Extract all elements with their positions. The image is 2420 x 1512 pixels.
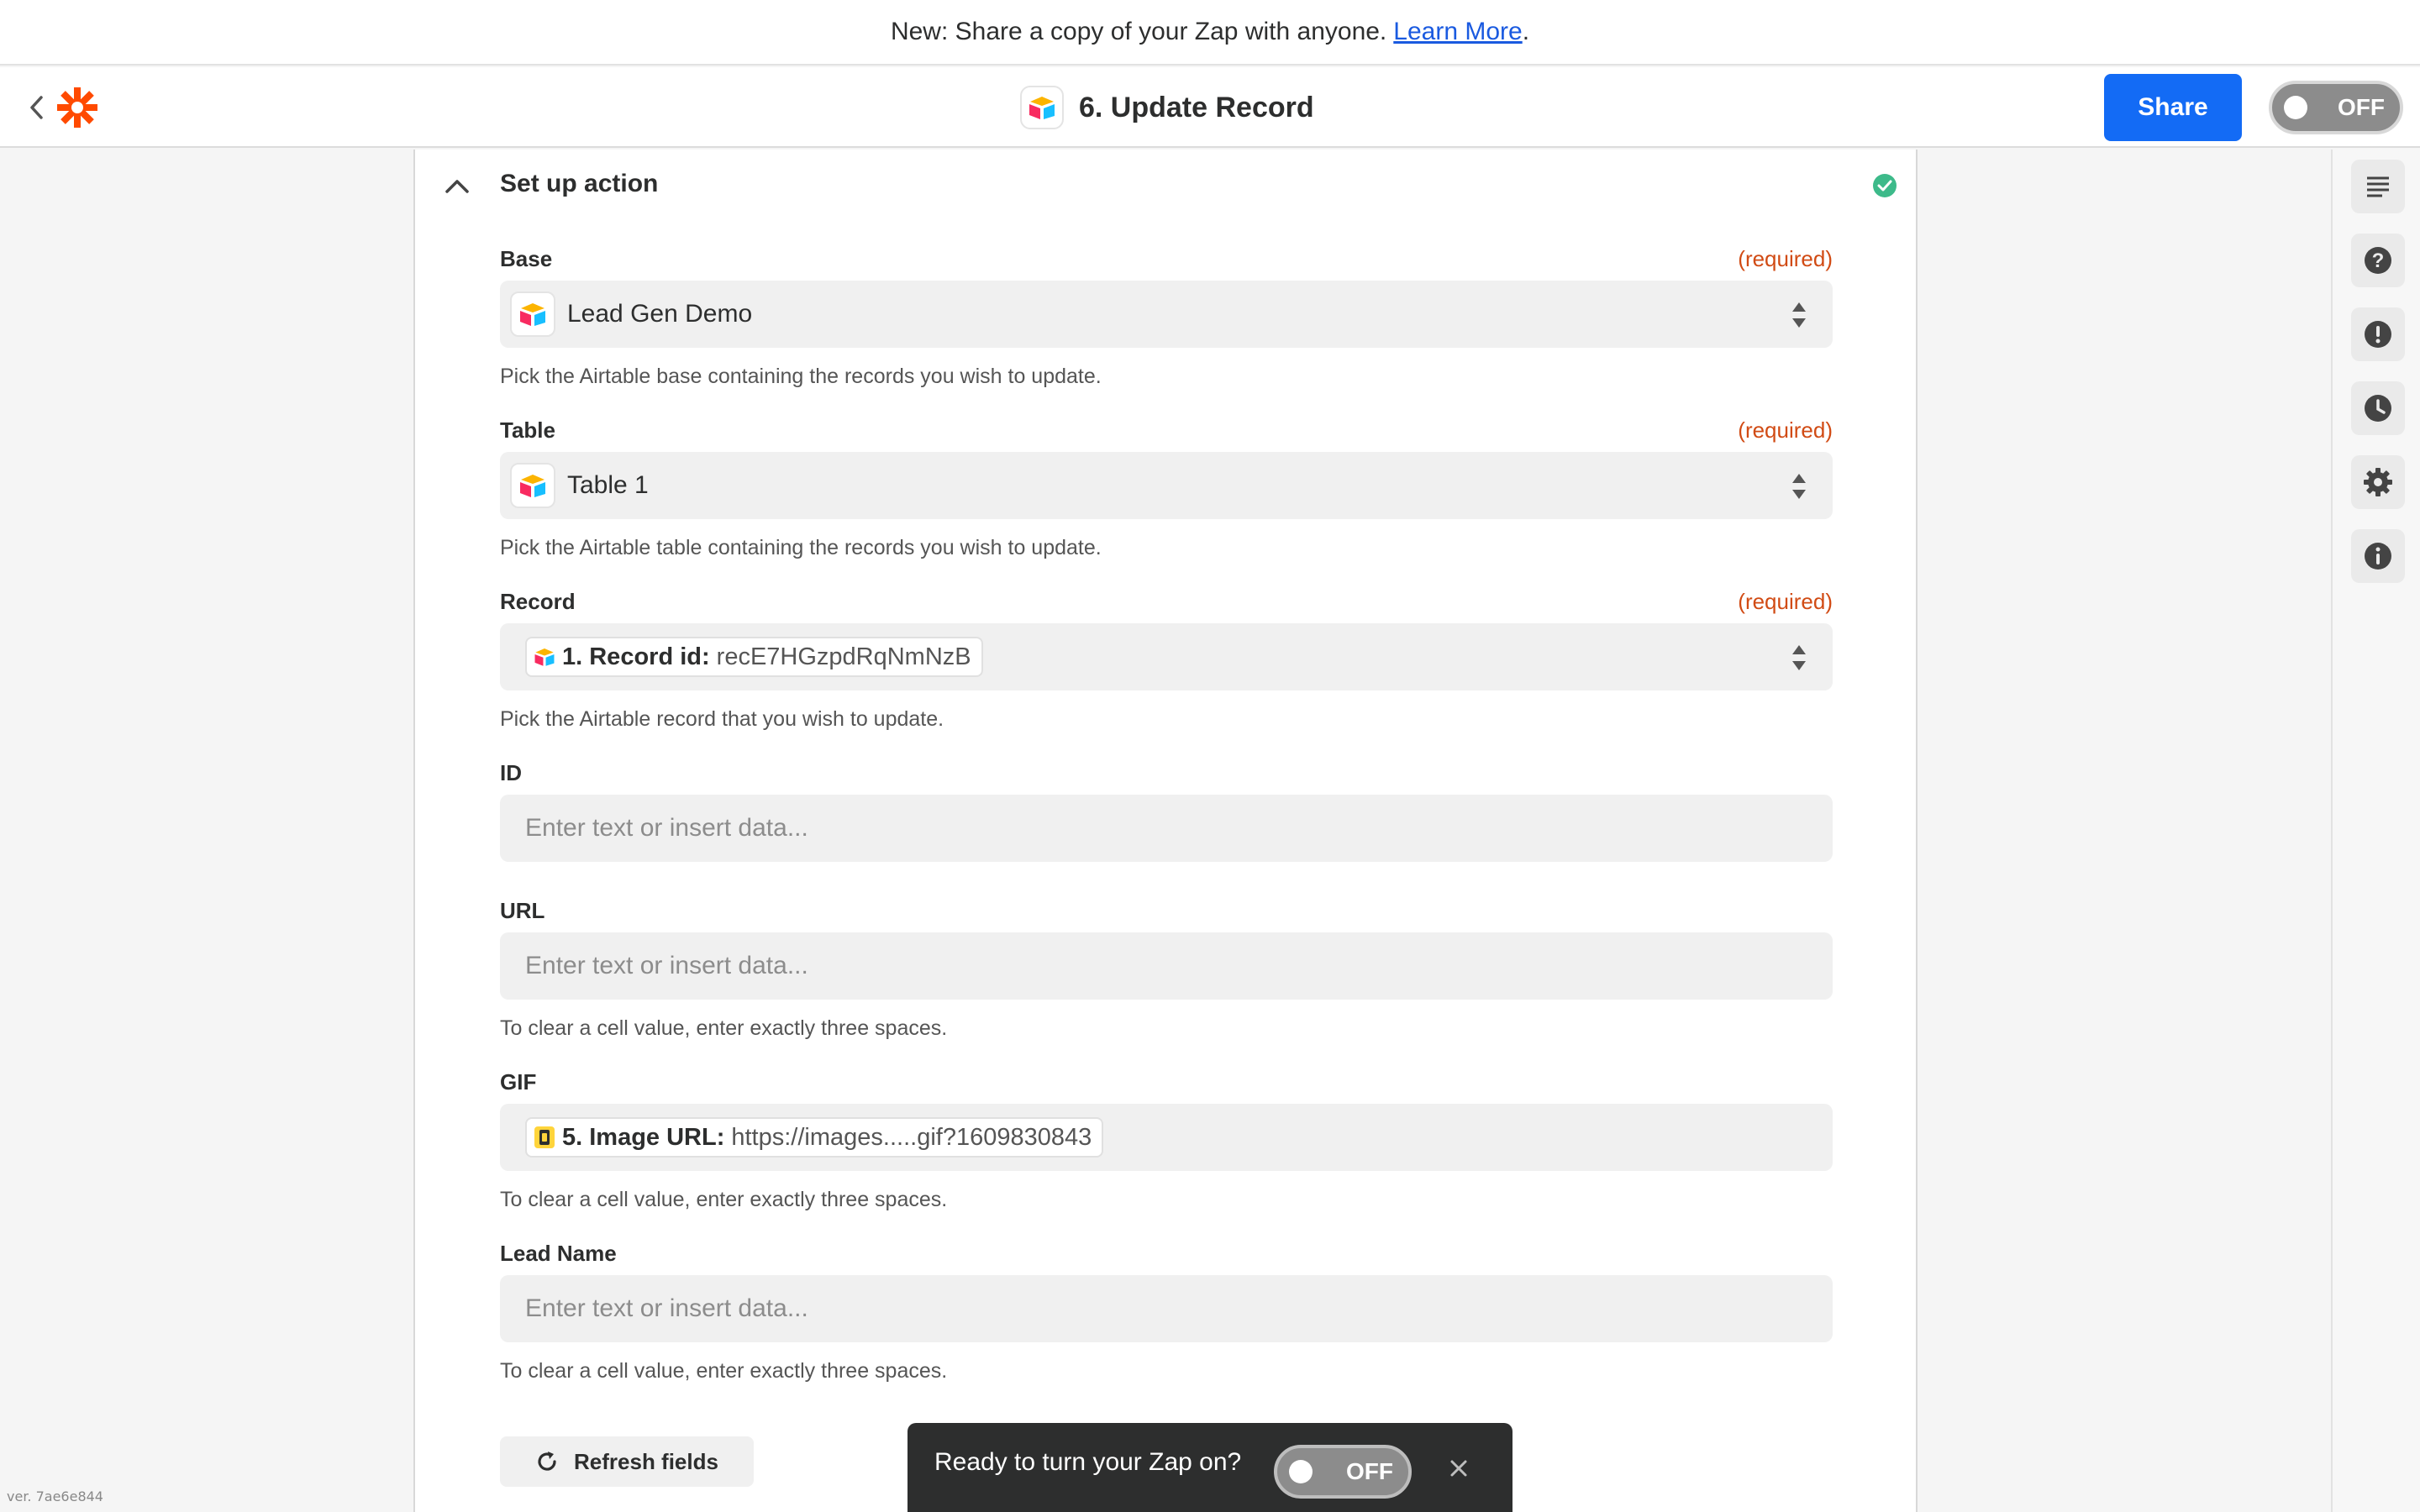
zapier-asterisk-icon[interactable] — [55, 86, 99, 129]
setup-action-panel — [413, 150, 1918, 1512]
pill-key: 1. Record id: — [562, 643, 710, 670]
svg-text:?: ? — [2371, 249, 2385, 272]
settings-button[interactable] — [2351, 455, 2405, 509]
lead-name-field — [500, 1240, 1833, 1384]
refresh-fields-button[interactable] — [500, 1436, 754, 1487]
toggle-label: OFF — [1346, 1458, 1393, 1484]
base-select[interactable] — [500, 281, 1833, 348]
required-badge: (required) — [1738, 246, 1833, 271]
zap-on-off-toggle[interactable] — [2269, 81, 2403, 134]
right-sidebar — [2331, 150, 2420, 1512]
id-placeholder: Enter text or insert data... — [525, 814, 808, 842]
toggle-label: OFF — [2338, 94, 2385, 120]
history-icon — [2364, 394, 2392, 423]
id-input[interactable] — [500, 795, 1833, 862]
back-button[interactable] — [24, 92, 49, 123]
pill-value: recE7HGzpdRqNmNzB — [716, 643, 971, 670]
settings-icon — [2363, 467, 2393, 497]
url-label: URL — [500, 898, 545, 923]
gif-input[interactable] — [500, 1104, 1833, 1171]
gif-help: To clear a cell value, enter exactly three spaces. — [500, 1188, 948, 1211]
lead-name-label: Lead Name — [500, 1241, 617, 1266]
banner-text: New: Share a copy of your Zap with anyone. — [890, 18, 1387, 45]
airtable-icon — [510, 463, 555, 508]
lead-name-help: To clear a cell value, enter exactly three spaces. — [500, 1359, 948, 1383]
id-label: ID — [500, 760, 522, 785]
close-icon[interactable] — [1449, 1458, 1469, 1478]
info-icon — [2364, 542, 2392, 570]
table-field — [500, 417, 1833, 561]
step-title[interactable] — [1020, 86, 1314, 129]
alerts-button[interactable] — [2351, 307, 2405, 361]
required-badge: (required) — [1738, 417, 1833, 443]
base-label: Base — [500, 246, 553, 271]
check-circle-icon — [1872, 173, 1897, 198]
base-value: Lead Gen Demo — [567, 300, 753, 328]
info-button[interactable] — [2351, 529, 2405, 583]
table-label: Table — [500, 417, 555, 443]
turn-on-toast — [908, 1423, 1512, 1512]
record-data-pill[interactable] — [525, 637, 983, 677]
airtable-icon — [534, 647, 555, 667]
table-value: Table 1 — [567, 471, 649, 499]
learn-more-link[interactable]: Learn More — [1393, 18, 1523, 45]
announcement-banner — [0, 0, 2420, 66]
version-label: ver. 7ae6e844 — [7, 1488, 103, 1504]
section-header[interactable] — [415, 150, 1916, 222]
banner-suffix: . — [1522, 18, 1530, 45]
editor-header — [0, 67, 2420, 148]
url-placeholder: Enter text or insert data... — [525, 952, 808, 979]
giphy-icon — [534, 1126, 555, 1149]
url-input[interactable] — [500, 932, 1833, 1000]
table-help: Pick the Airtable table containing the records you wish to update. — [500, 536, 1102, 559]
history-button[interactable] — [2351, 381, 2405, 435]
gif-label: GIF — [500, 1069, 537, 1095]
sort-arrows-icon — [1791, 301, 1807, 329]
sort-arrows-icon — [1791, 643, 1807, 672]
base-help: Pick the Airtable base containing the records you wish to update. — [500, 365, 1102, 388]
help-icon — [2364, 246, 2392, 275]
share-button[interactable]: Share — [2104, 74, 2242, 141]
id-field — [500, 759, 1833, 862]
table-select[interactable] — [500, 452, 1833, 519]
record-select[interactable] — [500, 623, 1833, 690]
chevron-up-icon[interactable] — [444, 173, 471, 200]
record-label: Record — [500, 589, 576, 614]
url-field — [500, 897, 1833, 1042]
lead-name-placeholder: Enter text or insert data... — [525, 1294, 808, 1322]
refresh-label: Refresh fields — [574, 1448, 718, 1474]
record-help: Pick the Airtable record that you wish to update. — [500, 707, 944, 731]
alert-icon — [2364, 320, 2392, 349]
pill-key: 5. Image URL: — [562, 1123, 725, 1151]
airtable-icon — [510, 291, 555, 337]
sort-arrows-icon — [1791, 472, 1807, 501]
toggle-knob — [2284, 96, 2307, 119]
airtable-icon — [1020, 86, 1064, 129]
record-field — [500, 588, 1833, 732]
help-button[interactable] — [2351, 234, 2405, 287]
url-help: To clear a cell value, enter exactly three spaces. — [500, 1016, 948, 1040]
step-title-text: 6. Update Record — [1079, 91, 1314, 123]
refresh-icon — [535, 1450, 559, 1473]
toast-message: Ready to turn your Zap on? — [934, 1448, 1242, 1476]
lead-name-input[interactable] — [500, 1275, 1833, 1342]
gif-data-pill[interactable] — [525, 1117, 1103, 1158]
section-title: Set up action — [500, 170, 659, 197]
toast-on-off-toggle[interactable] — [1274, 1445, 1412, 1499]
chevron-left-icon — [29, 95, 44, 120]
base-field — [500, 245, 1833, 390]
required-badge: (required) — [1738, 589, 1833, 614]
outline-button[interactable] — [2351, 160, 2405, 213]
outline-icon — [2365, 176, 2391, 197]
pill-value: https://images.....gif?1609830843 — [731, 1123, 1092, 1151]
toggle-knob — [1289, 1460, 1313, 1483]
gif-field — [500, 1068, 1833, 1213]
